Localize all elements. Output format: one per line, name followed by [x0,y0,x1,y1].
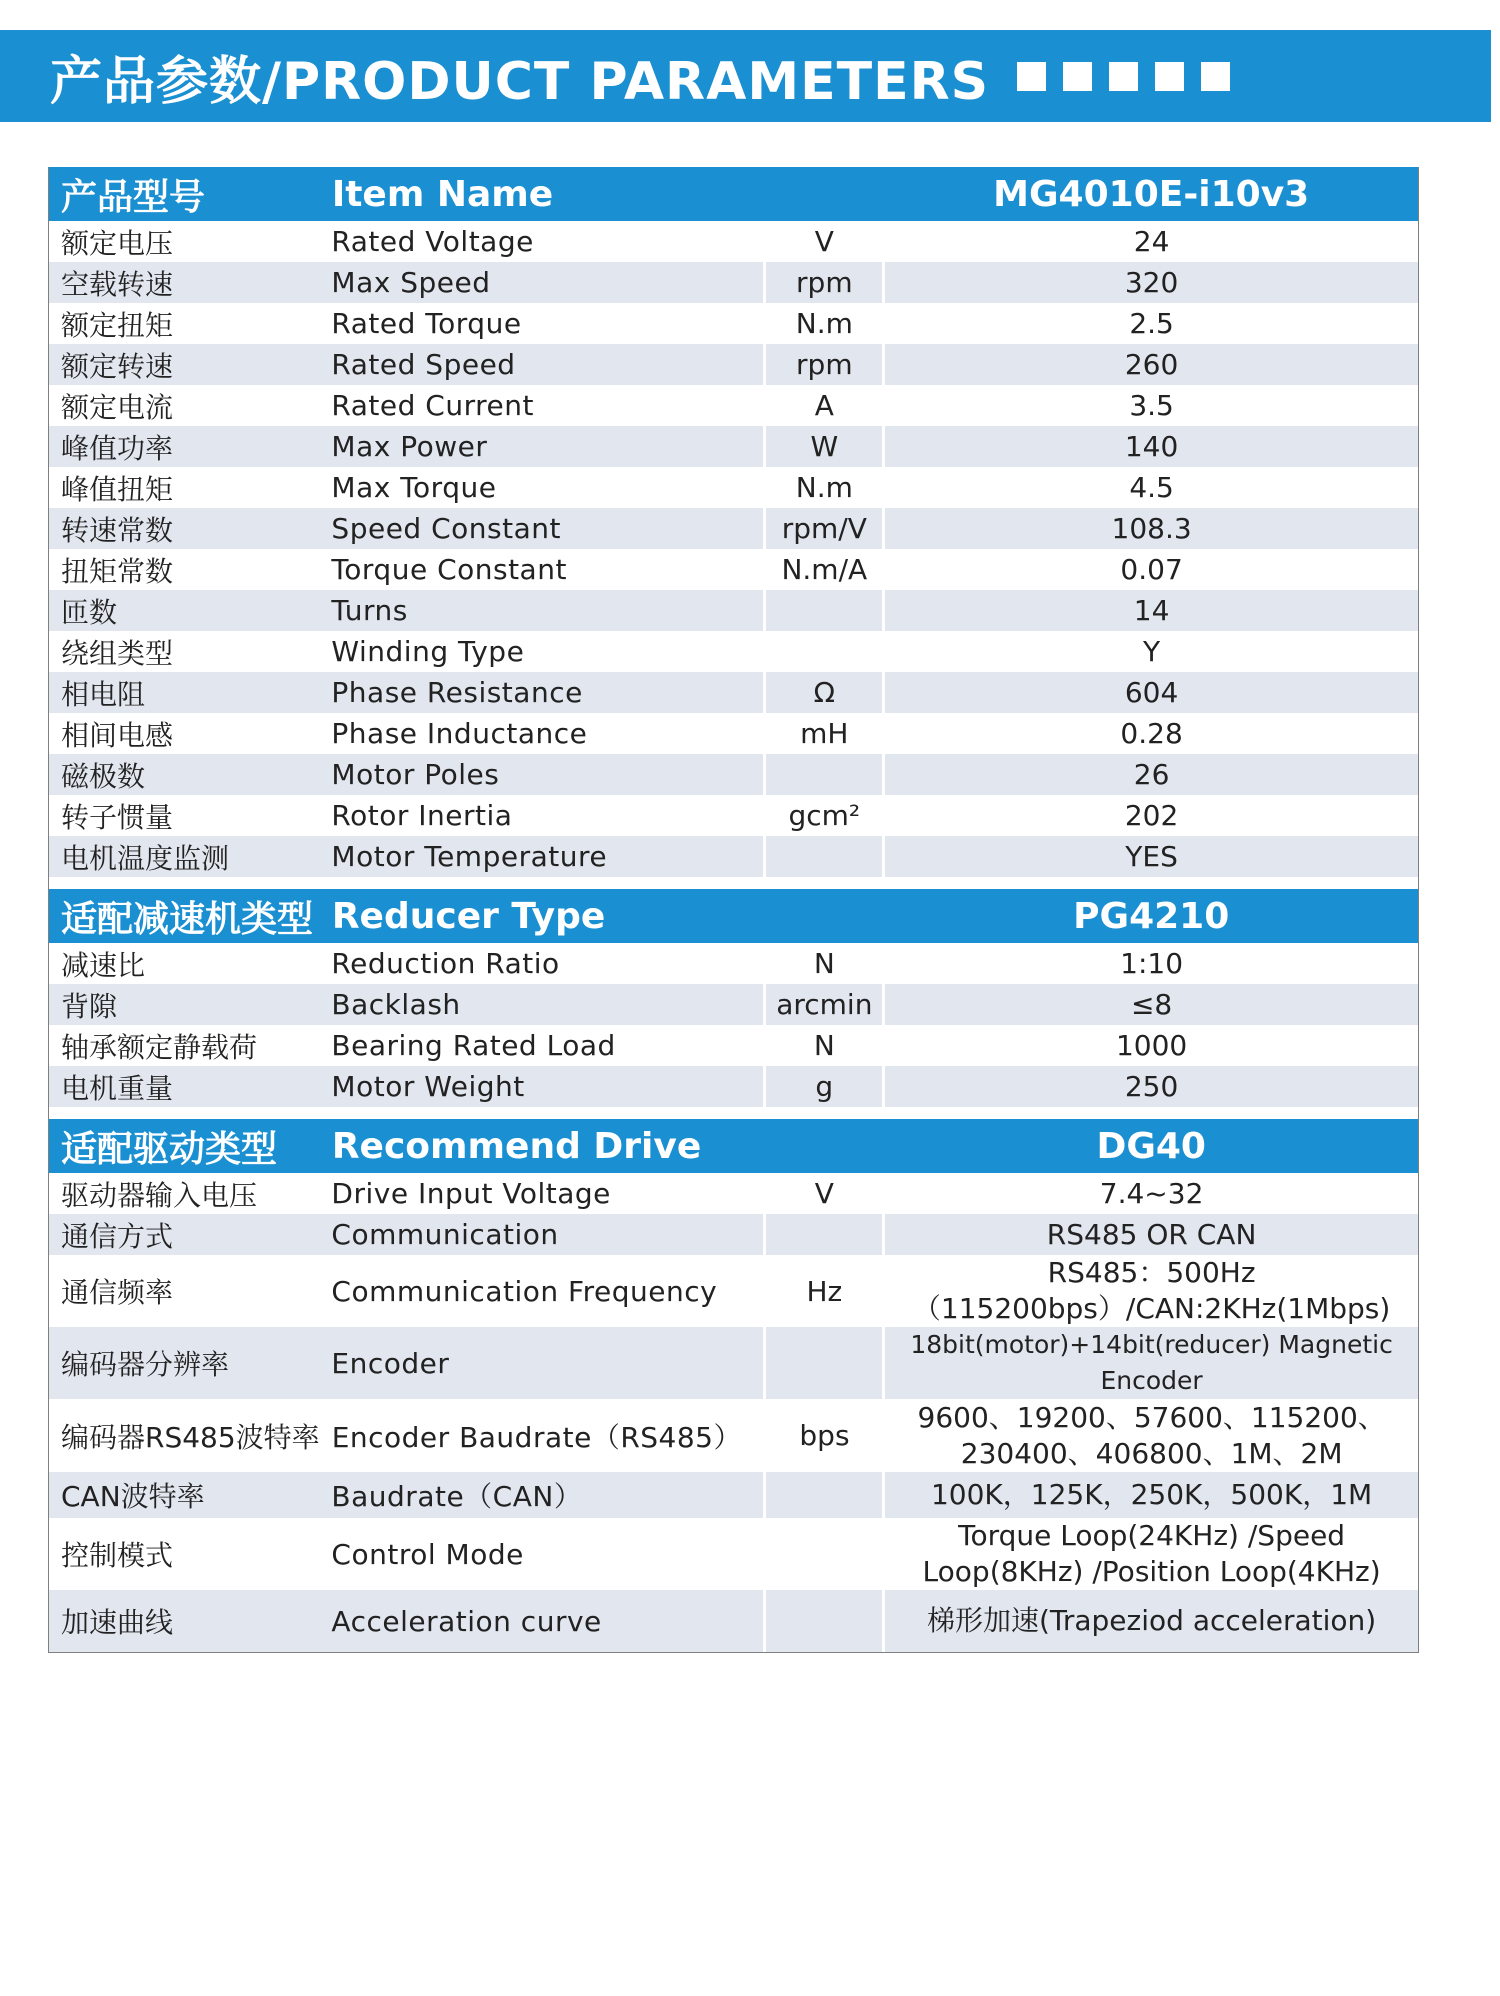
param-name-en: Motor Weight [331,1070,525,1103]
table-row [49,549,1418,590]
param-name-cn: 相电阻 [61,677,146,711]
param-name-cn: 转子惯量 [61,800,174,834]
param-value: 604 [1124,675,1179,709]
param-name-en: Reduction Ratio [331,947,560,980]
param-name-cn: 轴承额定静载荷 [61,1030,258,1064]
table-row [49,344,1418,385]
param-name-en: Acceleration curve [331,1604,602,1638]
section-gap [49,1107,1418,1119]
param-name-en: Max Speed [331,266,491,299]
param-unit: bps [799,1419,850,1452]
table-row [49,262,1418,303]
table-row [49,672,1418,713]
param-value: 260 [1124,347,1179,381]
param-unit: rpm [763,262,885,303]
param-name-en: Motor Poles [331,758,500,791]
section-header-en: Item Name [331,173,554,215]
param-value: 0.07 [1120,552,1183,586]
param-value: Torque Loop(24KHz) /Speed Loop(8KHz) /Position Loop(4KHz) [922,1519,1381,1588]
param-value: RS485 OR CAN [1046,1217,1257,1251]
param-unit: mH [800,717,849,750]
square-icon [1017,62,1046,91]
header-banner [0,30,1491,122]
param-name-en: Drive Input Voltage [331,1177,611,1210]
param-name-cn: 背隙 [61,989,118,1023]
param-value: Y [1143,634,1161,668]
param-value: 320 [1124,265,1179,299]
section-header-value: MG4010E-i10v3 [993,173,1310,215]
param-unit: N.m [795,471,853,504]
param-unit [763,1518,885,1590]
section-header-en: Reducer Type [331,895,606,937]
param-name-cn: 峰值扭矩 [61,472,174,506]
table-row [49,1214,1418,1255]
param-name-cn: CAN波特率 [61,1480,205,1513]
section-header [49,167,1418,221]
param-unit [763,590,885,631]
param-value: 1000 [1115,1028,1188,1062]
table-row [49,795,1418,836]
param-name-en: Backlash [331,988,461,1021]
table-row [49,1255,1418,1327]
table-row [49,467,1418,508]
param-value: 250 [1124,1069,1179,1103]
square-icon [1109,62,1138,91]
table-row [49,1399,1418,1472]
param-name-en: Baudrate（CAN） [331,1480,583,1513]
param-name-cn: 转速常数 [61,513,174,547]
parameter-table [48,167,1419,1653]
param-name-en: Max Torque [331,471,497,504]
param-name-en: Rated Speed [331,348,516,381]
param-unit: W [763,426,885,467]
table-row [49,1025,1418,1066]
param-value: 9600、19200、57600、115200、230400、406800、1M、2M [917,1400,1386,1470]
param-value: 7.4~32 [1099,1176,1204,1210]
table-row [49,1327,1418,1399]
table-row [49,385,1418,426]
param-value: YES [1125,839,1178,873]
param-unit: V [814,1177,834,1210]
param-name-cn: 加速曲线 [61,1606,174,1639]
table-row [49,984,1418,1025]
table-row [49,221,1418,262]
param-name-cn: 通信方式 [61,1219,174,1253]
table-row [49,836,1418,877]
section-header [49,889,1418,943]
param-name-en: Control Mode [331,1537,524,1571]
param-name-en: Speed Constant [331,512,561,545]
param-name-en: Rated Voltage [331,225,534,258]
param-name-en: Communication [331,1218,559,1251]
table-row [49,943,1418,984]
param-name-cn: 磁极数 [61,759,146,793]
param-value: 140 [1124,429,1179,463]
param-name-en: Torque Constant [331,553,567,586]
param-name-en: Phase Inductance [331,717,588,750]
param-unit [763,754,885,795]
param-value: 4.5 [1129,470,1174,504]
param-value: 18bit(motor)+14bit(reducer) Magnetic Encoder [910,1330,1393,1395]
param-value: ≤8 [1130,987,1173,1021]
table-row [49,1066,1418,1107]
param-value: 14 [1133,593,1170,627]
param-name-cn: 峰值功率 [61,431,174,465]
param-name-cn: 额定转速 [61,349,174,383]
param-name-cn: 绕组类型 [61,636,174,670]
param-name-en: Rotor Inertia [331,799,513,832]
param-unit: N.m [795,307,853,340]
param-name-cn: 相间电感 [61,718,174,752]
param-name-en: Rated Current [331,389,534,422]
param-unit: A [814,389,834,422]
param-unit: N [813,947,835,980]
param-name-en: Motor Temperature [331,840,608,873]
param-name-cn: 驱动器输入电压 [61,1178,258,1212]
table-row [49,590,1418,631]
param-name-en: Max Power [331,430,488,463]
param-name-cn: 额定扭矩 [61,308,174,342]
param-name-en: Rated Torque [331,307,522,340]
param-value: 3.5 [1129,388,1174,422]
param-name-cn: 额定电流 [61,390,174,424]
table-row [49,754,1418,795]
section-header [49,1119,1418,1173]
page-title: 产品参数/PRODUCT PARAMETERS [50,51,990,112]
param-unit: rpm/V [763,508,885,549]
param-unit: N [813,1029,835,1062]
table-row [49,1590,1418,1652]
section-header-value: PG4210 [1073,895,1230,937]
section-header-cn: 适配驱动类型 [61,1128,278,1170]
param-unit [763,631,885,672]
table-row [49,1518,1418,1590]
param-unit: N.m/A [781,553,868,586]
square-icon [1155,62,1184,91]
decorative-squares [1017,62,1230,91]
table-row [49,426,1418,467]
param-name-cn: 通信频率 [61,1276,174,1309]
param-value: 2.5 [1129,306,1174,340]
section-header-cn: 产品型号 [61,176,206,218]
param-name-en: Encoder Baudrate（RS485） [331,1420,742,1454]
param-value: 1:10 [1120,946,1184,980]
param-unit: gcm² [788,799,861,832]
param-value: 0.28 [1120,716,1183,750]
param-unit: Ω [763,672,885,713]
param-name-cn: 减速比 [61,948,146,982]
table-row [49,713,1418,754]
param-name-cn: 编码器分辨率 [61,1348,230,1381]
param-unit: Hz [806,1274,843,1308]
param-unit [763,1472,885,1518]
param-name-cn: 电机重量 [61,1071,174,1105]
param-unit: arcmin [763,984,885,1025]
table-row [49,303,1418,344]
param-value: 24 [1133,224,1170,258]
param-value: 26 [1133,757,1170,791]
param-name-cn: 空载转速 [61,267,174,301]
param-value: 梯形加速(Trapeziod acceleration) [926,1604,1377,1637]
square-icon [1201,62,1230,91]
param-unit: g [763,1066,885,1107]
section-gap [49,877,1418,889]
param-unit [763,1214,885,1255]
section-header-cn: 适配减速机类型 [61,898,314,940]
param-name-en: Bearing Rated Load [331,1029,616,1062]
square-icon [1063,62,1092,91]
section-header-value: DG40 [1096,1125,1206,1167]
param-unit: rpm [763,344,885,385]
param-unit: V [814,225,834,258]
param-name-cn: 控制模式 [61,1539,174,1572]
param-value: 108.3 [1111,511,1192,545]
param-name-cn: 扭矩常数 [61,554,174,588]
param-unit [763,836,885,877]
param-name-en: Phase Resistance [331,676,583,709]
param-name-cn: 编码器RS485波特率 [61,1420,320,1454]
param-value: RS485：500Hz（115200bps）/CAN:2KHz(1Mbps) [912,1256,1391,1325]
section-header-en: Recommend Drive [331,1125,702,1167]
table-row [49,631,1418,672]
param-name-en: Communication Frequency [331,1274,718,1308]
table-row [49,1472,1418,1518]
table-row [49,508,1418,549]
param-name-cn: 匝数 [61,595,118,629]
param-name-cn: 电机温度监测 [61,841,230,875]
param-name-en: Winding Type [331,635,525,668]
param-value: 202 [1124,798,1179,832]
table-row [49,1173,1418,1214]
param-name-cn: 额定电压 [61,226,174,260]
param-name-en: Turns [331,594,408,627]
param-name-en: Encoder [331,1346,450,1380]
param-value: 100K，125K，250K，500K，1M [930,1478,1373,1511]
param-unit [763,1590,885,1652]
param-unit [763,1327,885,1399]
